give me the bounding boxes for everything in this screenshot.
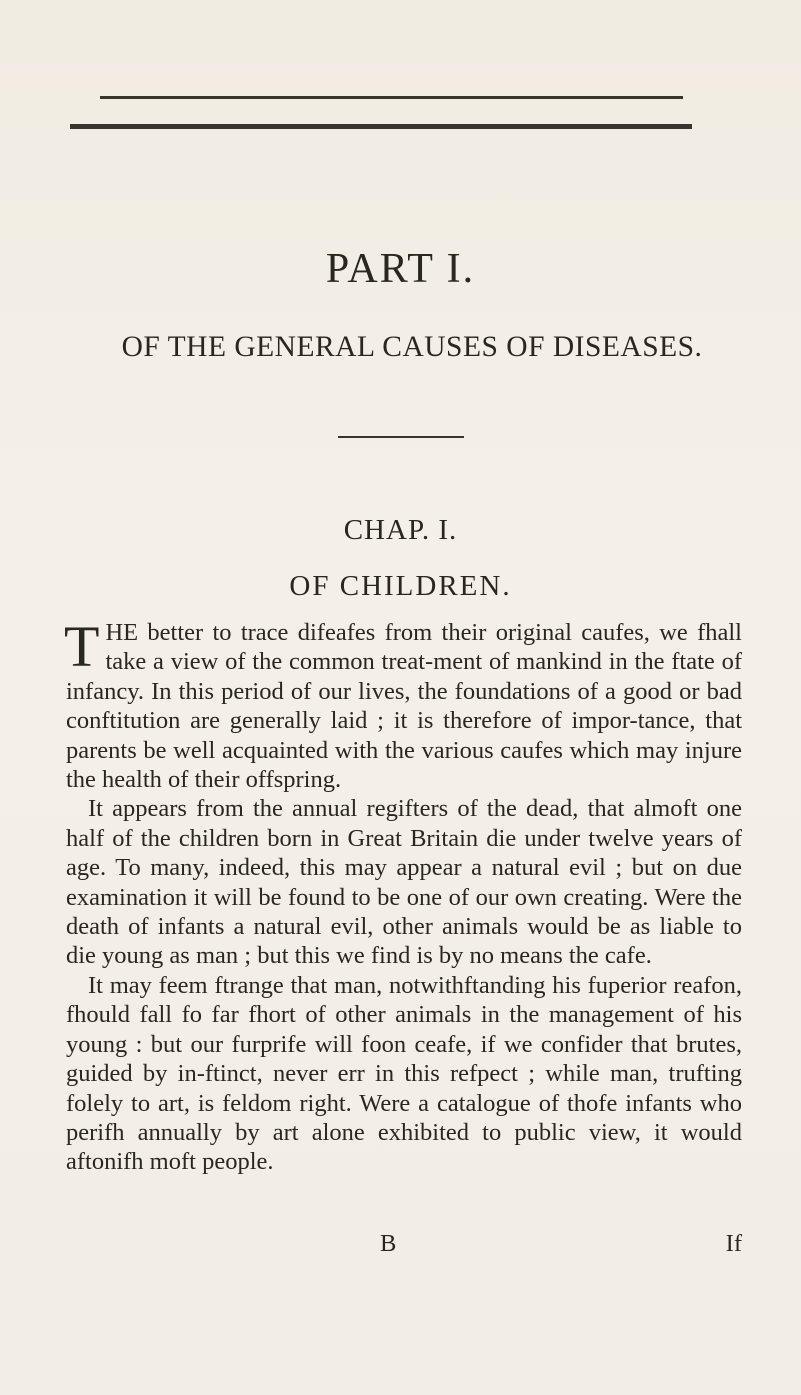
part-heading: PART I. [325, 246, 476, 292]
section-heading: OF THE GENERAL CAUSES OF DISEASES. [121, 331, 703, 363]
paragraph-3: It may feem ftrange that man, notwithftanding his fuperior reafon, fhould fall fo far fhort of other animals in the management of his young : but our furprife will foon ceafe, if we confider that brutes, guided by in-ftinct, never err in this refpect ; while man, trufting folely to art, is feldom right. Were a catalogue of thofe infants who perifh annually by art alone exhibited to public view, it would aftonifh moft people. [66, 971, 742, 1176]
body-text [64, 614, 742, 1177]
paragraph-1 [64, 614, 742, 794]
signature-mark: B [380, 1230, 397, 1257]
chapter-number: CHAP. I. [343, 514, 458, 546]
chapter-title: OF CHILDREN. [289, 570, 512, 602]
paragraph-2: It appears from the annual regifters of the dead, that almoft one half of the children born in Great Britain die under twelve years of age. To many, indeed, this may appear a natural evil ; but on due examination it will be found to be one of our own creating. Were the death of infants a natural evil, other animals would be as liable to die young as man ; but this we find is by no means the cafe. [66, 795, 742, 970]
paragraph-1-text: HE better to trace difeafes from their original caufes, we fhall take a view of the common treat-ment of mankind in the ftate of infancy. In this period of our lives, the foundations of a good or bad conftitution are generally laid ; it is therefore of impor-tance, that parents be well acquainted with the various caufes which may injure the health of their offspring. [66, 619, 742, 794]
top-rule-thick [70, 124, 692, 129]
catchword: If [725, 1230, 742, 1257]
section-divider [338, 436, 464, 438]
drop-cap: T [64, 614, 100, 679]
top-rule-thin [100, 96, 683, 99]
